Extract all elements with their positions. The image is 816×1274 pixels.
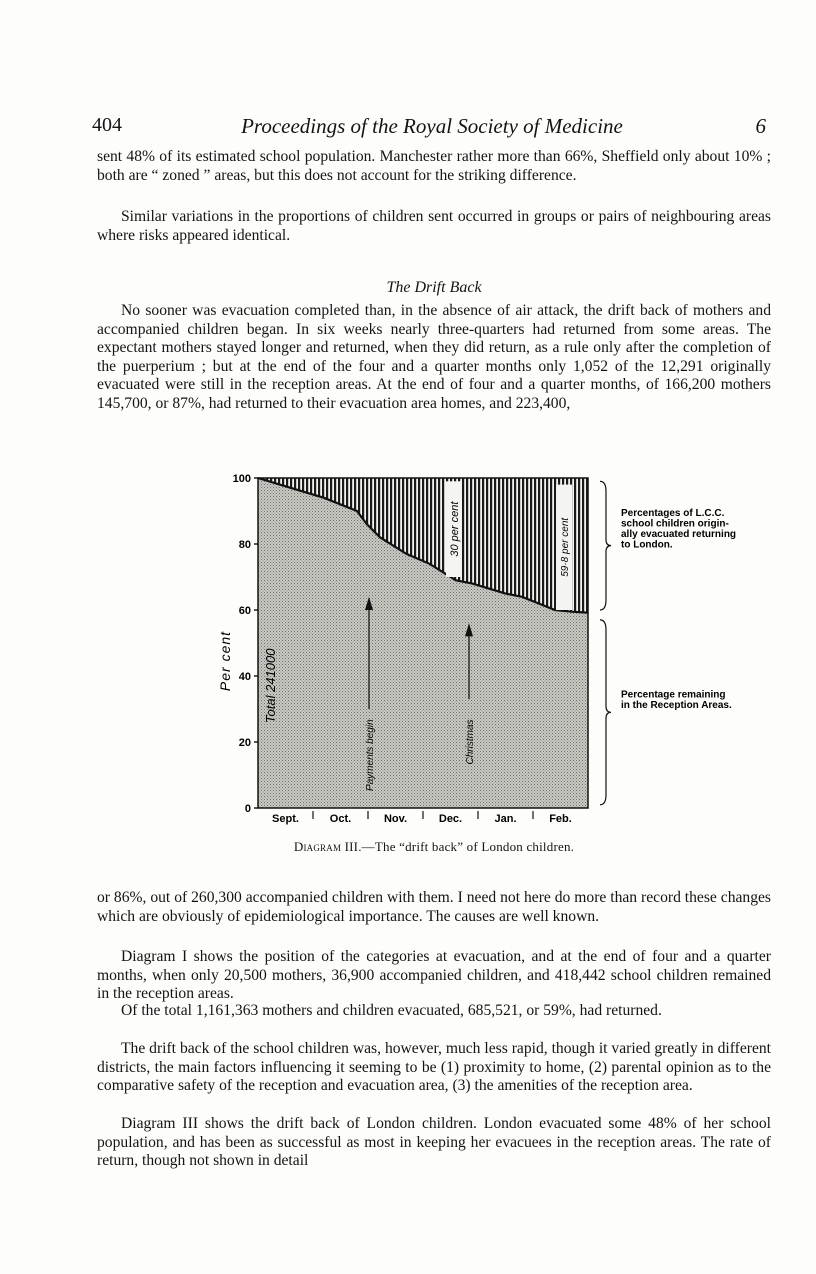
paragraph-6: Of the total 1,161,363 mothers and children evacuated, 685,521, or 59%, had returned. — [121, 1002, 662, 1019]
y-tick-label: 40 — [238, 671, 251, 683]
y-tick-label: 60 — [238, 605, 251, 617]
section-number: 6 — [755, 114, 766, 138]
x-tick-label: Dec. — [438, 813, 463, 825]
total-annotation: Total 241000 — [263, 648, 278, 724]
legend-upper-line: ally evacuated returning — [621, 528, 737, 540]
x-tick-label: Nov. — [383, 813, 408, 825]
x-tick-label: Jan. — [494, 813, 517, 825]
running-header — [92, 114, 772, 144]
paragraph-7: The drift back of the school children was, however, much less rapid, though it varied greatly in different districts, the main factors influencing it seeming to be (1) proximity to home, (2) parental opinion as to the comparative safety of the reception and evacuation area, (3) the amenities of the reception area. — [97, 1040, 771, 1095]
paragraph-5: Diagram I shows the position of the categories at evacuation, and at the end of four and a quarter months, when only 20,500 mothers, 36,900 accompanied children, and 418,442 school children remained in the reception areas. — [97, 948, 771, 1003]
christmas-annotation: Christmas — [465, 719, 476, 765]
y-axis-label: Per cent — [217, 630, 233, 692]
legend-upper-line: to London. — [621, 539, 673, 551]
drift-back-chart — [210, 466, 780, 828]
thirty-pct-annotation: 30 per cent — [449, 501, 461, 557]
final-pct-annotation: 59·8 per cent — [560, 517, 571, 577]
x-tick-label: Sept. — [272, 813, 299, 825]
figure-caption: Diagram III.—The “drift back” of London children. — [293, 839, 575, 854]
x-tick-label: Oct. — [329, 813, 352, 825]
plot-area — [217, 473, 736, 825]
legend-lower-line: in the Reception Areas. — [621, 699, 732, 711]
caption-title: The “drift back” of London children. — [374, 839, 575, 854]
caption-prefix: Diagram III. — [293, 839, 362, 854]
journal-title: Proceedings of the Royal Society of Medicine — [241, 114, 623, 138]
y-tick-label: 80 — [238, 539, 251, 551]
paragraph-1: sent 48% of its estimated school population. Manchester rather more than 66%, Sheffield only about 10% ; both are “ zoned ” areas, but this does not account for the striking difference. — [97, 148, 771, 184]
y-tick-label: 100 — [232, 473, 251, 485]
upper-brace — [600, 481, 611, 610]
lower-brace — [600, 620, 611, 805]
legend-lower-line: Percentage remaining — [621, 689, 726, 701]
paragraph-8: Diagram III shows the drift back of London children. London evacuated some 48% of her school population, and has been as successful as most in keeping her evacuees in the reception areas. The rate of return, though not shown in detail — [97, 1115, 771, 1170]
legend-upper-line: school children origin- — [621, 518, 729, 530]
payments-annotation: Payments begin — [365, 719, 376, 792]
x-tick-label: Feb. — [549, 813, 572, 825]
y-tick-label: 0 — [244, 803, 251, 815]
paragraph-4: or 86%, out of 260,300 accompanied children with them. I need not here do more than record these changes which are obviously of epidemiological importance. The causes are well known. — [97, 889, 771, 925]
page-number: 404 — [92, 114, 122, 136]
legend-upper-line: Percentages of L.C.C. — [621, 507, 725, 519]
paragraph-2: Similar variations in the proportions of children sent occurred in groups or pairs of neighbouring areas where risks appeared identical. — [97, 208, 771, 244]
y-tick-label: 20 — [238, 737, 251, 749]
paragraph-3: No sooner was evacuation completed than, in the absence of air attack, the drift back of mothers and accompanied children began. In six weeks nearly three-quarters had returned from some areas. The expectant mothers stayed longer and returned, when they did return, as a rule only after the completion of the puerperium ; but at the end of the four and a quarter months only 1,052 of the 12,291 originally evacuated were still in the reception areas. At the end of four and a quarter months, of 166,200 mothers 145,700, or 87%, had returned to their evacuation area homes, and 223,400, — [97, 302, 771, 412]
section-heading: The Drift Back — [386, 279, 482, 296]
